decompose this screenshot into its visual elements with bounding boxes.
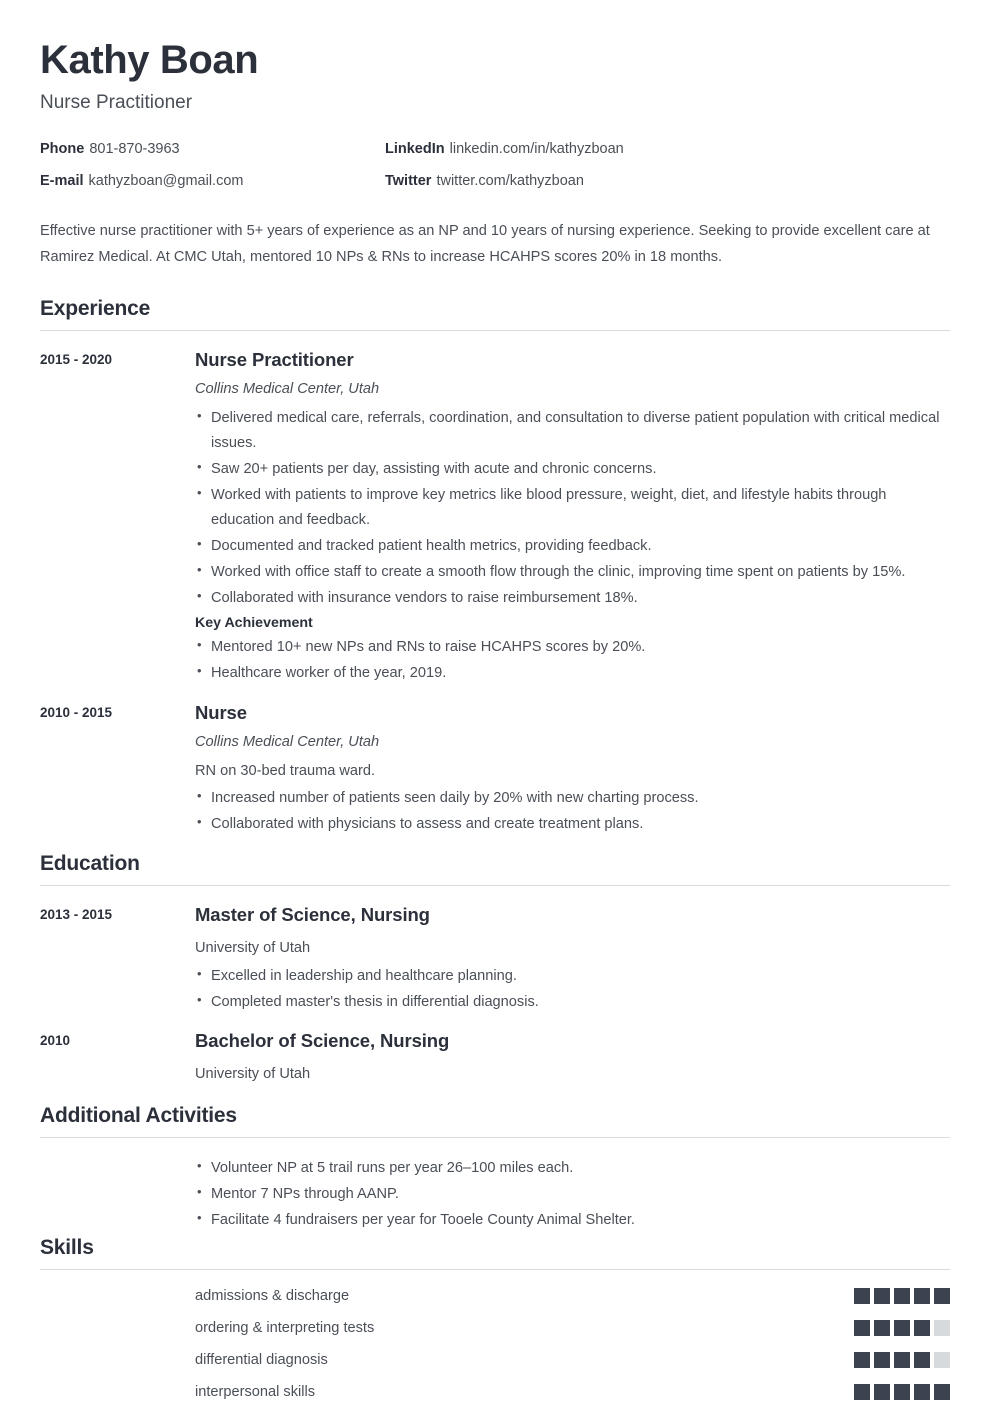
list-item: • Worked with patients to improve key metrics like blood pressure, weight, diet, and lifestyle habits through education and feedback. xyxy=(195,483,940,533)
candidate-job-title: Nurse Practitioner xyxy=(40,92,193,113)
skill-row xyxy=(195,1320,950,1336)
resume-header xyxy=(40,38,950,271)
skill-square-filled xyxy=(874,1288,890,1304)
list-item: • Healthcare worker of the year, 2019. xyxy=(195,661,940,686)
list-item: • Saw 20+ patients per day, assisting with acute and chronic concerns. xyxy=(195,457,940,482)
education-entry-school: University of Utah xyxy=(195,940,311,957)
skill-square-filled xyxy=(874,1352,890,1368)
list-item: • Delivered medical care, referrals, coordination, and consultation to diverse patient population with critical medical issues. xyxy=(195,406,940,456)
list-item: • Increased number of patients seen daily by 20% with new charting process. xyxy=(195,786,940,811)
skill-square-filled xyxy=(914,1320,930,1336)
skill-square-filled xyxy=(854,1320,870,1336)
education-entry-body xyxy=(195,1030,950,1090)
skill-square-filled xyxy=(934,1384,950,1400)
resume-page xyxy=(40,38,950,1416)
contact-twitter-label: Twitter xyxy=(385,172,432,189)
contact-email-label: E-mail xyxy=(40,172,84,189)
experience-entry xyxy=(40,702,950,839)
key-achievement-label: Key Achievement xyxy=(195,615,313,632)
list-item: • Worked with office staff to create a smooth flow through the clinic, improving time spent on patients by 15%. xyxy=(195,560,940,585)
skills-rows xyxy=(195,1288,950,1416)
contact-phone-value: 801-870-3963 xyxy=(89,141,180,157)
experience-entry-org: Collins Medical Center, Utah xyxy=(195,380,380,397)
skill-square-empty xyxy=(934,1320,950,1336)
list-item: • Excelled in leadership and healthcare planning. xyxy=(195,964,940,989)
skill-square-filled xyxy=(894,1352,910,1368)
list-item: • Completed master's thesis in differential diagnosis. xyxy=(195,990,940,1015)
skill-rating xyxy=(854,1384,950,1400)
skill-row xyxy=(195,1352,950,1368)
contact-email-value[interactable]: kathyzboan@gmail.com xyxy=(88,172,244,189)
skill-label: interpersonal skills xyxy=(195,1383,316,1400)
skill-label: admissions & discharge xyxy=(195,1287,350,1304)
education-entry xyxy=(40,1030,950,1090)
contact-linkedin-value[interactable]: linkedin.com/in/kathyzboan xyxy=(449,141,624,157)
list-item: • Documented and tracked patient health metrics, providing feedback. xyxy=(195,534,940,559)
education-entry-title: Bachelor of Science, Nursing xyxy=(195,1030,450,1051)
experience-entry-dates: 2015 - 2020 xyxy=(40,351,113,367)
experience-entry-body xyxy=(195,349,950,688)
education-entry-body xyxy=(195,904,950,1016)
skills-gutter xyxy=(40,1288,195,1416)
key-achievement-bullets xyxy=(195,635,940,686)
education-entry-bullets xyxy=(195,964,940,1015)
skill-square-empty xyxy=(934,1352,950,1368)
activities-grid xyxy=(40,1156,950,1234)
section-education xyxy=(40,852,950,1089)
contact-phone xyxy=(40,140,385,159)
skill-square-filled xyxy=(854,1288,870,1304)
education-entry-school: University of Utah xyxy=(195,1066,311,1082)
experience-entry-title: Nurse Practitioner xyxy=(195,348,354,370)
list-item: • Mentor 7 NPs through AANP. xyxy=(195,1182,950,1207)
section-heading-experience: Experience xyxy=(40,297,950,331)
section-heading-education: Education xyxy=(40,852,950,886)
skill-rating xyxy=(854,1288,950,1304)
skill-rating xyxy=(854,1352,950,1368)
experience-entry-body xyxy=(195,702,950,839)
experience-entry-bullets xyxy=(195,406,940,612)
skill-square-filled xyxy=(854,1352,870,1368)
list-item: • Collaborated with insurance vendors to raise reimbursement 18%. xyxy=(195,586,940,611)
experience-entry-note: RN on 30-bed trauma ward. xyxy=(195,762,376,779)
skill-row xyxy=(195,1288,950,1304)
contact-linkedin[interactable] xyxy=(385,140,950,159)
section-experience xyxy=(40,297,950,839)
skill-row xyxy=(195,1384,950,1400)
skill-square-filled xyxy=(894,1288,910,1304)
education-entry xyxy=(40,904,950,1016)
education-entry-dates: 2010 xyxy=(40,1033,71,1048)
education-entry-dates: 2013 - 2015 xyxy=(40,907,113,923)
skill-square-filled xyxy=(934,1288,950,1304)
skill-square-filled xyxy=(874,1384,890,1400)
list-item: • Facilitate 4 fundraisers per year for Tooele County Animal Shelter. xyxy=(195,1208,950,1233)
experience-entry-dates: 2010 - 2015 xyxy=(40,704,113,720)
experience-entry-bullets xyxy=(195,786,940,837)
list-item: • Collaborated with physicians to assess and create treatment plans. xyxy=(195,812,940,837)
activities-bullets xyxy=(195,1156,950,1234)
skill-square-filled xyxy=(914,1352,930,1368)
section-additional-activities xyxy=(40,1104,950,1234)
contact-twitter[interactable] xyxy=(385,172,950,191)
candidate-name: Kathy Boan xyxy=(40,38,259,82)
education-entry-title: Master of Science, Nursing xyxy=(195,904,430,926)
contact-details xyxy=(40,140,950,191)
professional-summary: Effective nurse practitioner with 5+ years of experience as an NP and 10 years of nursing experience. Seeking to provide excellent care at Ramirez Medical. At CMC Utah, mentored 10 NPs & RNs to increase HCAHPS scores 20% in 18 months. xyxy=(40,222,930,265)
activities-gutter xyxy=(40,1156,195,1234)
section-heading-skills: Skills xyxy=(40,1236,950,1270)
contact-linkedin-label: LinkedIn xyxy=(385,141,445,157)
skill-square-filled xyxy=(894,1384,910,1400)
contact-phone-label: Phone xyxy=(40,141,85,157)
skill-square-filled xyxy=(914,1288,930,1304)
contact-email[interactable] xyxy=(40,172,385,191)
skill-label: ordering & interpreting tests xyxy=(195,1319,375,1336)
experience-entry xyxy=(40,349,950,688)
experience-entry-org: Collins Medical Center, Utah xyxy=(195,733,380,750)
skill-rating xyxy=(854,1320,950,1336)
skill-label: differential diagnosis xyxy=(195,1351,328,1368)
section-skills xyxy=(40,1236,950,1416)
skill-square-filled xyxy=(854,1384,870,1400)
skills-grid xyxy=(40,1288,950,1416)
skill-square-filled xyxy=(874,1320,890,1336)
experience-entry-title: Nurse xyxy=(195,701,247,723)
contact-twitter-value[interactable]: twitter.com/kathyzboan xyxy=(436,172,584,189)
section-heading-activities: Additional Activities xyxy=(40,1104,950,1138)
list-item: • Volunteer NP at 5 trail runs per year 26–100 miles each. xyxy=(195,1156,950,1181)
skill-square-filled xyxy=(894,1320,910,1336)
skill-square-filled xyxy=(914,1384,930,1400)
list-item: • Mentored 10+ new NPs and RNs to raise HCAHPS scores by 20%. xyxy=(195,635,940,660)
